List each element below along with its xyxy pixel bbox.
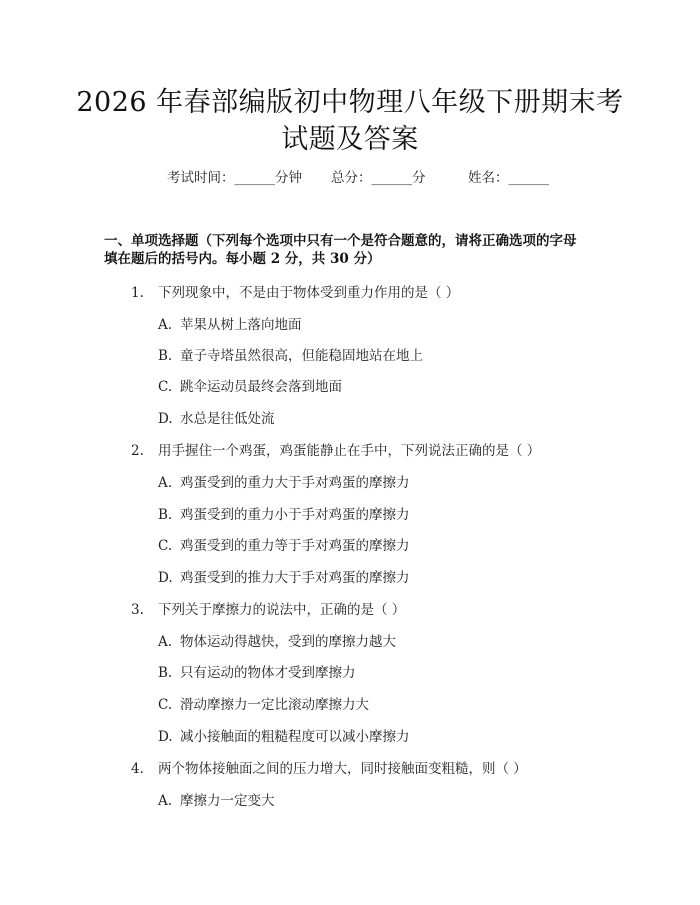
- option-label: A.: [158, 475, 173, 491]
- option-text: 滑动摩擦力一定比滚动摩擦力大: [180, 697, 369, 713]
- option-text: 鸡蛋受到的重力小于手对鸡蛋的摩擦力: [180, 507, 410, 523]
- total-score-field: 总分：______分: [331, 170, 426, 186]
- option-text: 摩擦力一定变大: [180, 793, 275, 809]
- question-text: 下列现象中，不是由于物体受到重力作用的是（ ）: [158, 285, 460, 301]
- section-heading-line-1: 一、单项选择题（下列每个选项中只有一个是符合题意的，请将正确选项的字母: [104, 233, 577, 249]
- question-text: 下列关于摩擦力的说法中，正确的是（ ）: [158, 602, 406, 618]
- option-label: B.: [158, 348, 173, 364]
- option-text: 跳伞运动员最终会落到地面: [180, 379, 342, 395]
- option-label: C.: [158, 379, 173, 395]
- option-label: A.: [158, 793, 173, 809]
- option-text: 物体运动得越快，受到的摩擦力越大: [180, 634, 396, 650]
- section-heading-line-2: 填在题后的括号内。每小题 2 分，共 30 分）: [104, 251, 381, 267]
- question-text: 两个物体接触面之间的压力增大，同时接触面变粗糙，则（ ）: [158, 761, 527, 777]
- option-text: 苹果从树上落向地面: [180, 317, 302, 333]
- option-label: C.: [158, 538, 173, 554]
- question-text: 用手握住一个鸡蛋，鸡蛋能静止在手中，下列说法正确的是（ ）: [158, 443, 541, 459]
- question-number: 2.: [131, 443, 144, 459]
- option-text: 鸡蛋受到的重力等于手对鸡蛋的摩擦力: [180, 538, 410, 554]
- page-title-line-2: 试题及答案: [281, 124, 419, 155]
- option-text: 鸡蛋受到的推力大于手对鸡蛋的摩擦力: [180, 570, 410, 586]
- question-number: 3.: [131, 602, 144, 618]
- option-text: 童子寺塔虽然很高，但能稳固地站在地上: [180, 348, 423, 364]
- option-label: B.: [158, 507, 173, 523]
- option-label: A.: [158, 317, 173, 333]
- option-text: 只有运动的物体才受到摩擦力: [180, 665, 356, 681]
- question-number: 1.: [131, 285, 144, 301]
- question-number: 4.: [131, 761, 144, 777]
- option-label: D.: [158, 729, 173, 745]
- option-text: 减小接触面的粗糙程度可以减小摩擦力: [180, 729, 410, 745]
- option-label: B.: [158, 665, 173, 681]
- option-text: 鸡蛋受到的重力大于手对鸡蛋的摩擦力: [180, 475, 410, 491]
- page-title-line-1: 2026 年春部编版初中物理八年级下册期末考: [76, 87, 624, 118]
- option-label: D.: [158, 411, 173, 427]
- option-label: C.: [158, 697, 173, 713]
- option-label: D.: [158, 570, 173, 586]
- option-label: A.: [158, 634, 173, 650]
- exam-time-field: 考试时间：______分钟: [167, 170, 302, 186]
- option-text: 水总是往低处流: [180, 411, 275, 427]
- student-name-field: 姓名：______: [468, 170, 549, 186]
